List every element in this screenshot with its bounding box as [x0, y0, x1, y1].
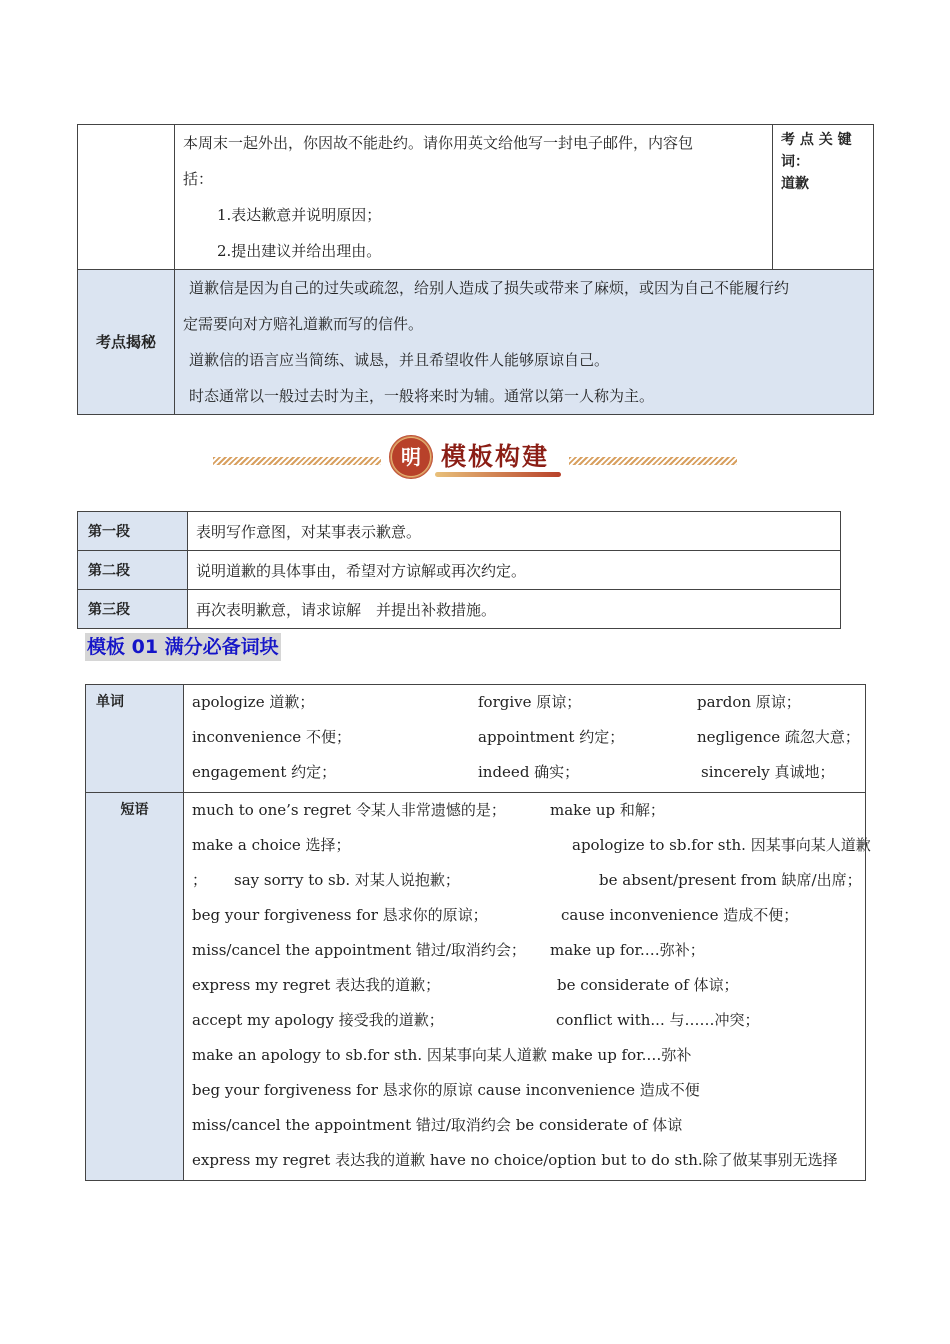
section-banner — [213, 432, 737, 482]
reveal-label: 考点揭秘 — [78, 270, 175, 415]
list-item — [192, 1110, 857, 1145]
vocab-table — [85, 684, 871, 1181]
banner-title: 模板构建 — [441, 442, 550, 471]
phrases-label: 短语 — [86, 793, 184, 1181]
keyword-label: 考 点 关 键 词： — [781, 132, 852, 170]
paragraph-label: 第二段 — [78, 551, 188, 590]
table-row — [78, 512, 841, 551]
task-item: 1.表达歉意并说明原因； — [217, 206, 382, 224]
phrase: miss/cancel the appointment 错过/取消约会 be considerate of 体谅 — [192, 1116, 683, 1134]
list-item — [192, 1075, 857, 1110]
word: engagement 约定； — [192, 763, 337, 781]
list-item — [192, 795, 857, 830]
word: inconvenience 不便； — [192, 728, 351, 746]
list-item — [192, 830, 871, 865]
table-row — [78, 590, 841, 629]
phrase: conflict with... 与……冲突； — [556, 1011, 760, 1029]
keyword-cell — [773, 125, 874, 270]
list-item — [192, 1145, 857, 1180]
phrase: say sorry to sb. 对某人说抱歉； — [234, 871, 460, 889]
task-line: 括： — [183, 170, 214, 188]
task-line: 本周末一起外出，你因故不能赴约。请你用英文给他写一封电子邮件，内容包 — [183, 134, 694, 152]
reveal-line: 时态通常以一般过去时为主，一般将来时为辅。通常以第一人称为主。 — [189, 387, 655, 405]
phrase: express my regret 表达我的道歉 have no choice/option but to do sth.除了做某事别无选择 — [192, 1151, 838, 1169]
task-item: 2.提出建议并给出理由。 — [217, 242, 382, 260]
list-item — [192, 900, 857, 935]
phrase: miss/cancel the appointment 错过/取消约会； — [192, 941, 526, 959]
phrase: ； — [192, 871, 208, 889]
phrase: express my regret 表达我的道歉； — [192, 976, 441, 994]
paragraph-label: 第一段 — [78, 512, 188, 551]
reveal-line: 定需要向对方赔礼道歉而写的信件。 — [183, 315, 424, 333]
reveal-cell — [175, 270, 874, 415]
paragraph-desc: 再次表明歉意，请求谅解 并提出补救措施。 — [188, 590, 841, 629]
phrase: beg your forgiveness for 恳求你的原谅； — [192, 906, 488, 924]
info-table — [77, 124, 874, 415]
list-item — [192, 722, 860, 757]
task-cell — [175, 125, 773, 270]
phrase: much to one’s regret 令某人非常遗憾的是； — [192, 801, 506, 819]
list-item — [192, 757, 857, 792]
empty-cell — [78, 125, 175, 270]
phrase: accept my apology 接受我的道歉； — [192, 1011, 444, 1029]
phrase: apologize to sb.for sth. 因某事向某人道歉 — [572, 836, 871, 854]
paragraph-desc: 表明写作意图，对某事表示歉意。 — [188, 512, 841, 551]
list-item — [192, 1040, 857, 1075]
paragraph-desc: 说明道歉的具体事由，希望对方谅解或再次约定。 — [188, 551, 841, 590]
banner-stripe-left — [213, 457, 381, 465]
list-item — [192, 687, 857, 722]
phrases-cell — [184, 793, 871, 1181]
phrase: make up 和解； — [550, 801, 665, 819]
banner-stripe-right — [569, 457, 737, 465]
list-item — [192, 970, 857, 1005]
word: pardon 原谅； — [697, 693, 801, 711]
word: appointment 约定； — [478, 728, 625, 746]
phrase: cause inconvenience 造成不便； — [561, 906, 799, 924]
banner-badge: 明 — [389, 435, 433, 479]
paragraph-label: 第三段 — [78, 590, 188, 629]
word: forgive 原谅； — [478, 693, 582, 711]
phrase: beg your forgiveness for 恳求你的原谅 cause inconvenience 造成不便 — [192, 1081, 700, 1099]
word: indeed 确实； — [478, 763, 580, 781]
reveal-line: 道歉信的语言应当简练、诚恳，并且希望收件人能够原谅自己。 — [189, 351, 610, 369]
list-item — [192, 865, 862, 900]
paragraph-table — [77, 511, 841, 629]
phrase: make a choice 选择； — [192, 836, 351, 854]
banner-swoosh — [435, 472, 561, 477]
section-heading: 模板 01 满分必备词块 — [85, 633, 281, 661]
phrase: be considerate of 体谅； — [557, 976, 739, 994]
list-item — [192, 935, 857, 970]
phrase: make up for.…弥补； — [550, 941, 705, 959]
word: sincerely 真诚地； — [701, 763, 835, 781]
phrase: make an apology to sb.for sth. 因某事向某人道歉 make up for.…弥补 — [192, 1046, 692, 1064]
table-row — [78, 551, 841, 590]
words-cell — [184, 685, 866, 793]
word: negligence 疏忽大意； — [697, 728, 860, 746]
phrase: be absent/present from 缺席/出席； — [599, 871, 862, 889]
list-item — [192, 1005, 857, 1040]
words-label: 单词 — [86, 685, 184, 793]
word: apologize 道歉； — [192, 693, 315, 711]
reveal-line: 道歉信是因为自己的过失或疏忽，给别人造成了损失或带来了麻烦，或因为自己不能履行约 — [189, 279, 790, 297]
keyword-value: 道歉 — [781, 176, 809, 192]
